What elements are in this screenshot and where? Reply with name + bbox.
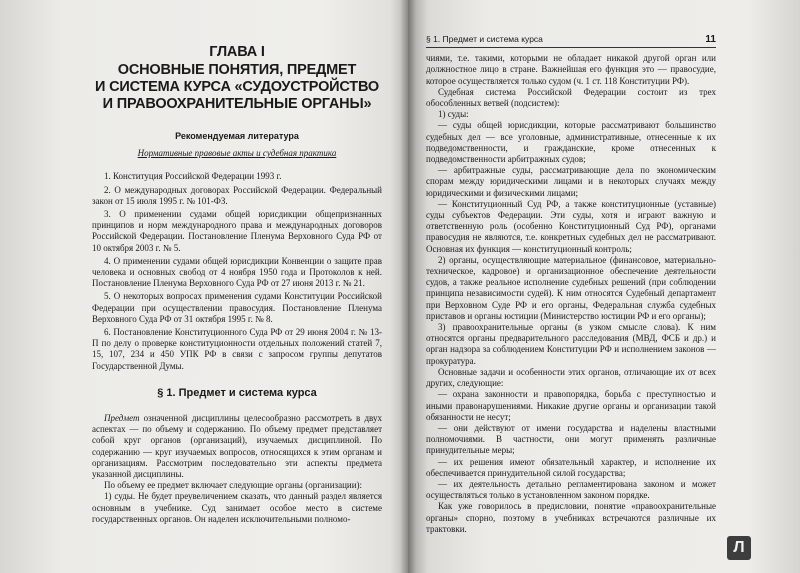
literature-item-1: 1. Конституция Российской Федерации 1993 г. [104,171,282,182]
right-paragraph: 2) органы, осуществляющие материальное (финансовое, материально-техническое, кадровое) и организационное обеспечение деятельности судов, а также реальное исполнение судебных решений (при соблюдении принципа независимости судей). К ним относятся Судебный департамент при Верховном Суде РФ и его органы, Федеральная служба судебных приставов и органы юстиции (Министерство юстиции РФ и его органы); [426,254,716,321]
left-page-text [92,44,382,525]
running-head [426,34,716,48]
subject-term: Предмет [104,413,140,424]
right-paragraph: чиями, т.е. такими, которыми не обладает никакой другой орган или должностное лицо в стране. Важнейшая его функция это — правосудие, которое осуществляется только судом (ч. 1 ст. 118 Конституции РФ). [426,53,716,86]
chapter-title-line-2: И СИСТЕМА КУРСА «СУДОУСТРОЙСТВО [95,79,379,95]
right-paragraph: 1) суды: [438,109,469,120]
right-paragraph: — их решения имеют обязательный характер, и исполнение их обеспечивается принудительной силой государства; [426,456,716,478]
page-number: 11 [705,34,716,45]
recommended-literature-heading: Рекомендуемая литература [175,131,299,141]
right-paragraph: Судебная система Российской Федерации состоит из трех обособленных ветвей (подсистем): [426,86,716,109]
literature-item-2: 2. О международных договорах Российской Федерации. Федеральный закон от 15 июля 1995 г. № 101-ФЗ. [92,184,382,206]
running-head-title: § 1. Предмет и система курса [426,34,543,44]
literature-item-5: 5. О некоторых вопросах применения судами Конституции Российской Федерации при осуществлении правосудия. Постановление Пленума Верховного Суда РФ от 31 октября 1995 г. № 8. [92,291,382,324]
right-paragraphs [426,53,716,535]
right-paragraph: — их деятельность детально регламентирована законом и может осуществляться только в установленном законом порядке. [426,478,716,501]
body-paragraph-3: 1) суды. Не будет преувеличением сказать, что данный раздел является основным в учебнике. Суд занимает особое место в системе государственных органов. Он наделен исключительными полномо- [92,491,382,524]
literature-item-6: 6. Постановление Конституционного Суда РФ от 29 июня 2004 г. № 13-П по делу о проверке конституционности отдельных положений статей 7, 15, 107, 234 и 450 УПК РФ в связи с запросом группы депутатов Государственной Думы. [92,327,382,371]
normative-acts-heading: Нормативные правовые акты и судебная практика [137,148,337,159]
right-paragraph: — они действуют от имени государства и наделены властными полномочиями. В частности, они могут применять различные принудительные меры; [426,422,716,456]
book-gutter [400,0,416,573]
body-paragraph-1 [92,413,382,480]
chapter-title-line-1: ОСНОВНЫЕ ПОНЯТИЯ, ПРЕДМЕТ [117,62,357,78]
right-paragraph: — охрана законности и правопорядка, борьба с преступностью и иными правонарушениями. Никакие другие органы и организации такой обязанности не несут; [426,389,716,422]
right-page-text [426,34,716,535]
right-paragraph: 3) правоохранительные органы (в узком смысле слова). К ним относятся органы предварительного расследования (МВД, ФСБ и др.) и орган надзора за соблюдением Конституции РФ и исполнением законов — прокуратура. [426,322,716,366]
literature-item-4: 4. О применении судами общей юрисдикции Конвенции о защите прав человека и основных свобод от 4 ноября 1950 года и Протоколов к ней. Постановление Пленума Верховного Суда РФ от 27 июня 2013 г. № 21. [92,255,382,289]
left-body-text [92,413,382,525]
body-paragraph-1-rest: означенной дисциплины целесообразно рассмотреть в двух аспектах — по объему и содержанию. По объему предмет представляет собой круг органов (организаций), изучаемых дисциплиной. По содержанию — круг изучаемых вопросов, относящихся к этим органам и организациям. Рассмотрим последовательно эти аспекты предмета указанной дисциплины. [92,413,382,480]
right-paragraph: Основные задачи и особенности этих органов, отличающие их от всех других, следующие: [426,366,716,389]
section-title: § 1. Предмет и система курса [157,386,317,399]
literature-item-3: 3. О применении судами общей юрисдикции общепризнанных принципов и норм международного права и международных договоров Российской Федерации. Постановление Пленума Верховного Суда РФ от 10 октября 2003 г. № 5. [92,209,382,253]
chapter-label: ГЛАВА I [209,44,265,60]
watermark-logo: Л [727,536,751,560]
right-paragraph: Как уже говорилось в предисловии, понятие «правоохранительные органы» спорно, поэтому в учебниках встречаются различные их трактовки. [426,501,716,534]
body-paragraph-2: По объему ее предмет включает следующие органы (организации): [104,480,363,491]
right-paragraph: — суды общей юрисдикции, которые рассматривают большинство судебных дел — все уголовные, административные, отнесенные к их подведомственности, и гражданские, кроме отнесенных к подведомственности арбитражных судов; [426,120,716,165]
chapter-title-line-3: И ПРАВООХРАНИТЕЛЬНЫЕ ОРГАНЫ» [102,96,372,112]
right-paragraph: — арбитражные суды, рассматривающие дела по экономическим спорам между юридическими лицами и в некоторых случаях между юридическими и физическими лицами; [426,165,716,198]
right-paragraph: — Конституционный Суд РФ, а также конституционные (уставные) суды субъектов Федерации. Эти суды, хотя и играют важную и ответственную роль (особенно Конституционный Суд РФ), органами правосудия не являются, т.е. конкретных судебных дел не рассматривают. Основная их функция — конституционный контроль; [426,198,716,254]
